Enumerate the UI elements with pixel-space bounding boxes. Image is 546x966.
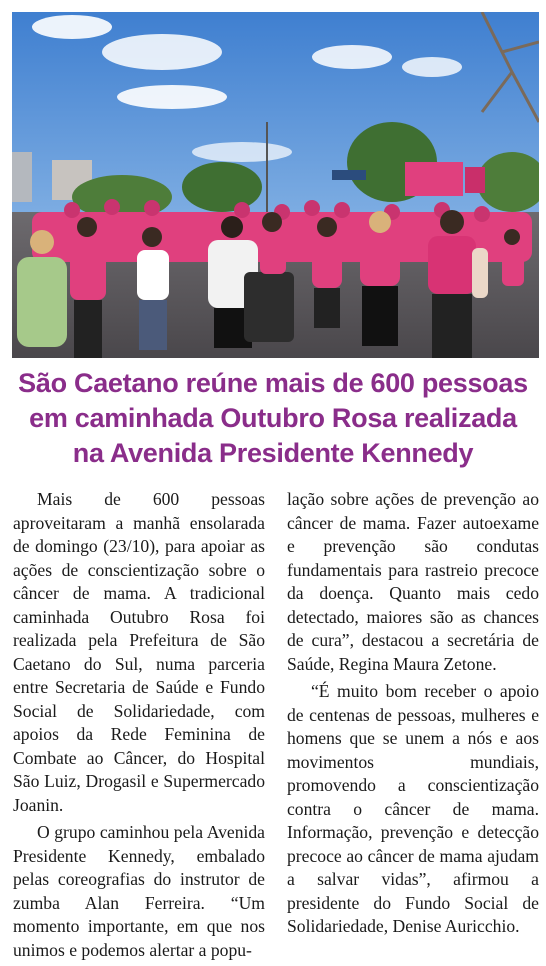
headline: [0, 366, 546, 471]
paragraph: Mais de 600 pessoas aproveitaram a manhã ensolarada de domingo (23/10), para apoiar as ações de conscientização sobre o câncer de mama. A tradicional caminhada Outubro Rosa foi realizada pela Prefeitura de São Caetano do Sul, numa parceria entre Secretaria de Saúde e Fundo Social de Solidariedade, com apoios da Rede Feminina de Combate ao Câncer, do Hospital São Luiz, Drogasil e Supermercado Joanin.: [13, 489, 265, 815]
paragraph: “É muito bom receber o apoio de centenas de pessoas, mulheres e homens que se unem a nós e aos movimentos mundiais, promovendo a conscientização contra o câncer de mama. Informação, prevenção e detecção precoce ao câncer de mama ajudam a salvar vidas”, afirmou a presidente do Fundo Social de Solidariedade, Denise Auricchio.: [287, 681, 539, 936]
headline-line-2: em caminhada Outubro Rosa realizada: [29, 403, 517, 433]
article-photo: [12, 12, 539, 358]
article-column-left: [13, 488, 265, 966]
paragraph: O grupo caminhou pela Avenida Presidente Kennedy, embalado pelas coreografias do instrutor de zumba Alan Ferreira. “Um momento importante, em que nos unimos e podemos alertar a popu-: [13, 822, 265, 960]
headline-line-1: São Caetano reúne mais de 600 pessoas: [18, 368, 528, 398]
crowd-walk-photo-icon: [12, 12, 539, 358]
paragraph: lação sobre ações de prevenção ao câncer de mama. Fazer autoexame e prevenção são condutas fundamentais para rastreio precoce da doença. Quanto mais cedo detectado, maiores são as chances de cura”, destacou a secretária de Saúde, Regina Maura Zetone.: [287, 489, 539, 674]
headline-line-3: na Avenida Presidente Kennedy: [72, 438, 474, 468]
article-column-right: [287, 488, 539, 943]
